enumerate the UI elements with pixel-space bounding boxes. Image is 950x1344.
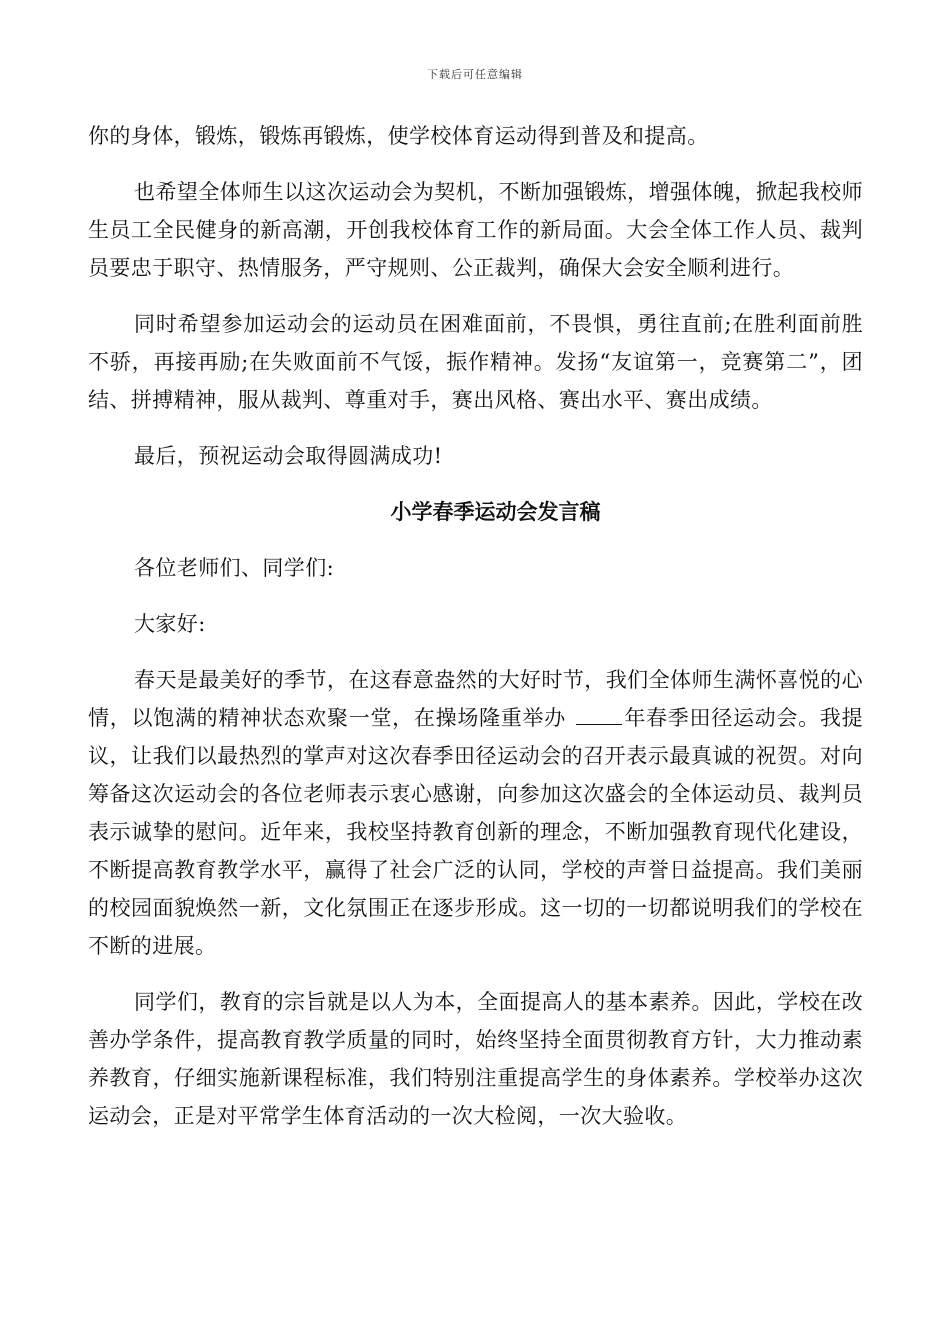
speech-title: 小学春季运动会发言稿 [390, 499, 601, 524]
paragraph-hope-athletes: 同时希望参加运动会的运动员在困难面前，不畏惧，勇往直前;在胜利面前胜不骄，再接再励;在失败面前不气馁，振作精神。发扬“友谊第一，竞赛第二”，团结、拼搏精神，服从裁判、尊重对手，赛出风格、赛出水平、赛出成绩。 [88, 312, 863, 412]
year-blank-line [576, 706, 622, 725]
speech-opening-text-before: 春天是最美好的季节，在这春意盎然的大好时节，我们全体师生满怀喜悦的心情，以饱满的精神状态欢聚一堂，在操场隆重举办 [88, 668, 863, 730]
paragraph-continuation: 你的身体，锻炼，锻炼再锻炼，使学校体育运动得到普及和提高。 [88, 124, 709, 148]
speech-greeting: 大家好: [134, 612, 206, 636]
paragraph-hope-teachers: 也希望全体师生以这次运动会为契机，不断加强锻炼，增强体魄，掀起我校师生员工全民健身的新高潮，开创我校体育工作的新局面。大会全体工作人员、裁判员要忠于职守、热情服务，严守规则、公正裁判，确保大会安全顺利进行。 [88, 180, 863, 280]
speech-salutation: 各位老师们、同学们: [134, 556, 335, 580]
header-note: 下载后可任意编辑 [427, 68, 523, 81]
document-body [88, 117, 863, 1135]
speech-paragraph-education: 同学们，教育的宗旨就是以人为本，全面提高人的基本素养。因此，学校在改善办学条件，提高教育教学质量的同时，始终坚持全面贯彻教育方针，大力推动素养教育，仔细实施新课程标准，我们特别注重提高学生的身体素养。学校举办这次运动会，正是对平常学生体育活动的一次大检阅，一次大验收。 [88, 990, 863, 1128]
paragraph-closing-wish: 最后，预祝运动会取得圆满成功! [134, 444, 443, 468]
speech-opening-text-after: 年春季田径运动会。我提议，让我们以最热烈的掌声对这次春季田径运动会的召开表示最真诚的祝贺。对向筹备这次运动会的各位老师表示衷心感谢，向参加这次盛会的全体运动员、裁判员表示诚挚的慰问。近年来，我校坚持教育创新的理念，不断加强教育现代化建设，不断提高教育教学水平，赢得了社会广泛的认同，学校的声誉日益提高。我们美丽的校园面貌焕然一新，文化氛围正在逐步形成。这一切的一切都说明我们的学校在不断的进展。 [88, 706, 863, 958]
speech-paragraph-opening [88, 661, 863, 965]
